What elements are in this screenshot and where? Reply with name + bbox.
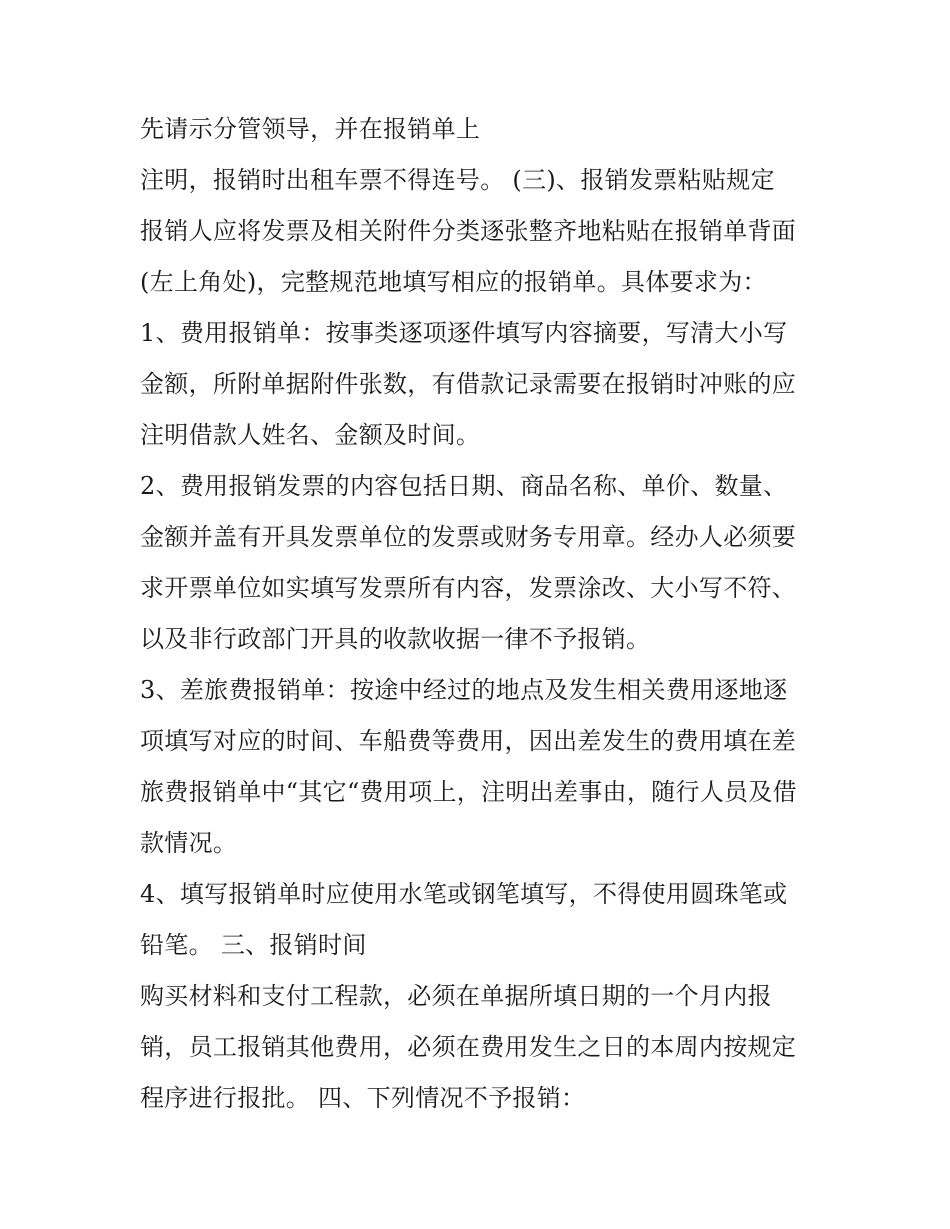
text-line: 款情况。 (140, 829, 238, 857)
text-line: 购买材料和支付工程款，必须在单据所填日期的一个月内报 (140, 982, 772, 1010)
text-line: 求开票单位如实填写发票所有内容，发票涂改、大小写不符、 (140, 574, 797, 602)
text-line: 先请示分管领导，并在报销单上 (140, 115, 481, 143)
text-line: 注明借款人姓名、金额及时间。 (140, 421, 481, 449)
text-line: 铅笔。 三、报销时间 (140, 931, 367, 959)
text-line: 4、填写报销单时应使用水笔或钢笔填写，不得使用圆珠笔或 (140, 880, 788, 908)
text-line: 旅费报销单中“其它“费用项上，注明出差事由，随行人员及借 (140, 778, 797, 806)
text-line: 3、差旅费报销单：按途中经过的地点及发生相关费用逐地逐 (140, 676, 788, 704)
body-text (140, 104, 840, 1124)
text-line: 1、费用报销单：按事类逐项逐件填写内容摘要，写清大小写 (140, 319, 788, 347)
text-line: (左上角处)，完整规范地填写相应的报销单。具体要求为： (140, 268, 767, 296)
text-line: 注明，报销时出租车票不得连号。 (三)、报销发票粘贴规定 (140, 166, 775, 194)
text-line: 2、费用报销发票的内容包括日期、商品名称、单价、数量、 (140, 472, 788, 500)
text-line: 金额并盖有开具发票单位的发票或财务专用章。经办人必须要 (140, 523, 797, 551)
text-line: 销，员工报销其他费用，必须在费用发生之日的本周内按规定 (140, 1033, 797, 1061)
text-line: 报销人应将发票及相关附件分类逐张整齐地粘贴在报销单背面 (140, 217, 797, 245)
text-line: 项填写对应的时间、车船费等费用，因出差发生的费用填在差 (140, 727, 797, 755)
text-line: 以及非行政部门开具的收款收据一律不予报销。 (140, 625, 651, 653)
text-line: 金额，所附单据附件张数，有借款记录需要在报销时冲账的应 (140, 370, 797, 398)
text-line: 程序进行报批。 四、下列情况不予报销： (140, 1084, 586, 1112)
